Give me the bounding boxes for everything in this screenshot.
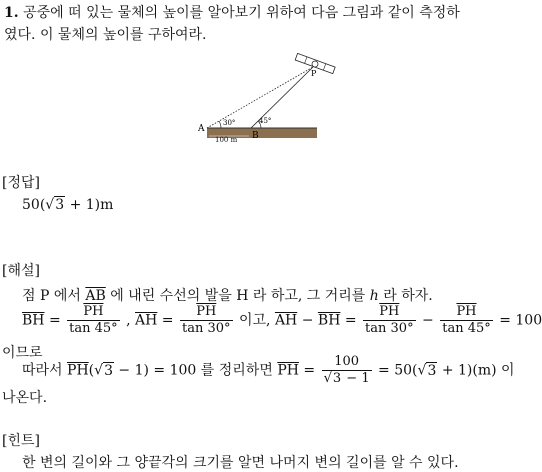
sol-bh2: $\overline{BH}$ <box>317 312 341 329</box>
solution-line4: 따라서 $\overline{PH}(√3 - 1) = 100$ 를 정리하면 $\overline{PH}$ = $\frac{100}{√3 - 1}$ = 50(√3 + 1)(m) 이 <box>22 354 515 386</box>
solution-line3: 이므로 <box>2 345 43 361</box>
sol-l4-ph: $\overline{PH}$ <box>67 362 89 379</box>
problem-line2: 였다. 이 물체의 높이를 구하여라. <box>4 27 207 43</box>
sol-l1-c: 라 하자. <box>378 288 433 304</box>
sol-l4-a: 따라서 <box>22 362 68 379</box>
sol-connector: 이고, <box>234 312 275 329</box>
solution-heading: [해설] <box>2 263 40 279</box>
hint-heading: [힌트] <box>2 433 40 449</box>
frac-100-sqrt3: $\frac{100}{√3 - 1}$ <box>323 354 370 386</box>
angle-arc-A <box>219 121 221 128</box>
sol-l4-ph2: $\overline{PH}$ <box>277 362 299 379</box>
sol-sep: , <box>121 312 136 329</box>
label-angle-B: 45° <box>259 117 272 125</box>
sol-l4-c: − 1) = 100 를 정리하면 <box>113 362 278 379</box>
measurement-figure <box>195 50 335 145</box>
sol-l4-sqrt2: 3 <box>427 362 437 379</box>
label-B: B <box>252 131 259 141</box>
answer-heading: [정답] <box>2 175 40 191</box>
solution-line1 <box>22 285 433 305</box>
sol-l1-b: 에 내린 수선의 발을 H 라 하고, 그 거리를 <box>105 288 370 304</box>
answer-prefix: 50( <box>22 197 46 213</box>
problem-number: 1. <box>4 5 19 21</box>
sol-100: 100 <box>515 312 542 329</box>
sol-eq3: = <box>340 312 362 329</box>
hint-text: 한 변의 길이와 그 양끝각의 크기를 알면 나머지 변의 길이를 알 수 있다. <box>22 455 459 471</box>
solution-line2 <box>22 304 542 337</box>
sol-l4-b: ( <box>88 362 95 379</box>
frac-ph-tan45-a: $\frac{\overline{PH}}{\tan 45^\circ}$ <box>69 304 118 336</box>
answer-suffix: + 1)m <box>65 197 114 213</box>
sol-minus2: − <box>417 312 439 329</box>
sol-ah2: $\overline{AH}$ <box>274 312 298 329</box>
sol-l1-h: h <box>369 288 379 304</box>
label-distance: 100 m <box>215 136 238 144</box>
sol-l1-ab: $\overline{AB}$ <box>85 288 106 304</box>
sol-l1-a: 점 P 에서 <box>22 288 86 304</box>
problem-text-line1 <box>4 2 460 22</box>
point-P-marker <box>312 61 318 67</box>
problem-line1: 공중에 떠 있는 물체의 높이를 알아보기 위하여 다음 그림과 같이 측정하 <box>23 5 460 21</box>
answer-value: 50(√3 + 1)m <box>22 197 114 213</box>
sol-minus: − <box>297 312 318 329</box>
frac-ph-tan45-b: $\frac{\overline{PH}}{\tan 45^\circ}$ <box>442 304 491 336</box>
answer-sqrt: 3 <box>55 197 65 213</box>
label-angle-A: 30° <box>223 119 236 127</box>
solution-line5: 나온다. <box>2 390 48 406</box>
sol-l4-sqrt: 3 <box>104 362 113 379</box>
sol-l4-e: + 1)(m) 이 <box>437 362 515 379</box>
sol-l4-d: = 50( <box>373 362 418 379</box>
label-A: A <box>198 124 205 134</box>
sol-bh: $\overline{BH}$ <box>22 312 45 329</box>
label-P: P <box>311 69 317 78</box>
frac-ph-tan30-b: $\frac{\overline{PH}}{\tan 30^\circ}$ <box>365 304 414 336</box>
sol-eq4: = <box>494 312 516 329</box>
sol-ah: $\overline{AH}$ <box>135 312 158 329</box>
sol-eq2: = <box>157 312 178 329</box>
frac-ph-tan30-a: $\frac{\overline{PH}}{\tan 30^\circ}$ <box>182 304 231 336</box>
sol-l4-eq: = <box>298 362 320 379</box>
sol-eq1: = <box>44 312 66 329</box>
